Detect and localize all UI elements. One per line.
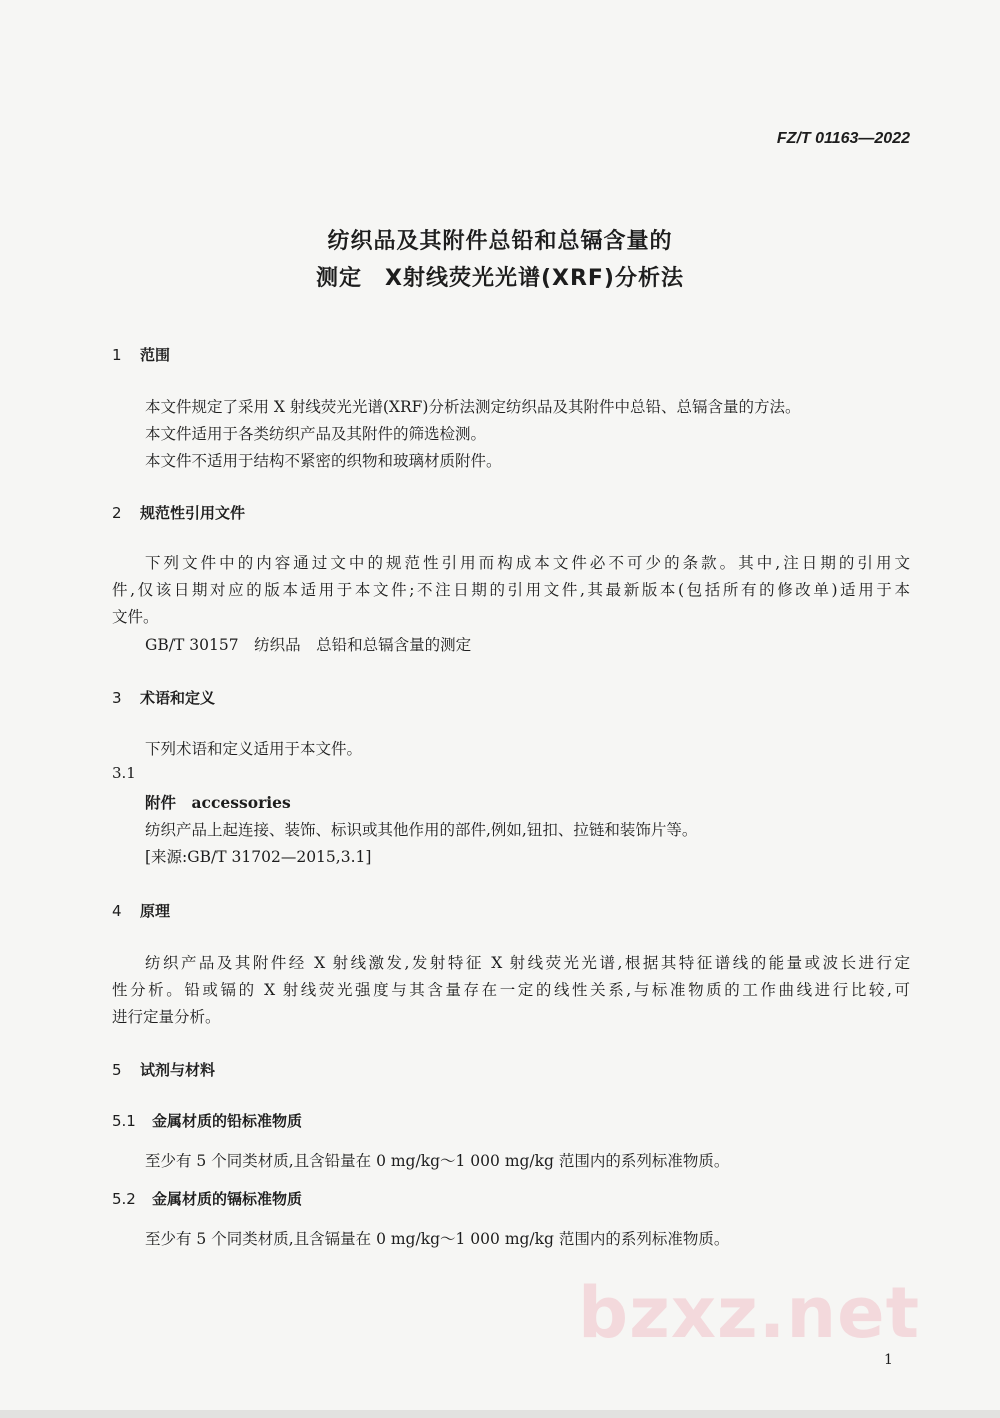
paragraph-line: 下列文件中的内容通过文中的规范性引用而构成本文件必不可少的条款。其中,注日期的引用文 [145,554,910,572]
paragraph: 至少有 5 个同类材质,且含铅量在 0 mg/kg～1 000 mg/kg 范围内的系列标准物质。 [145,1152,730,1170]
term: 附件 accessories [145,793,291,812]
title-line-2: 测定 X射线荧光光谱(XRF)分析法 [315,266,684,291]
paragraph: 下列术语和定义适用于本文件。 [145,740,363,758]
paragraph [112,550,910,631]
section-number: 2 [112,504,122,522]
section-title: 试剂与材料 [140,1061,216,1079]
subsection-number: 3.1 [112,764,136,782]
section-5-heading [112,1059,215,1080]
section-5-2-heading [112,1188,302,1209]
title-line-1: 纺织品及其附件总铅和总镉含量的 [327,229,673,254]
page-edge [0,1410,1000,1418]
paragraph-line: 纺织产品及其附件经 X 射线激发,发射特征 X 射线荧光光谱,根据其特征谱线的能量或波长进行定 [145,954,910,972]
paragraph-line: 进行定量分析。 [112,1008,221,1026]
section-title: 金属材质的镉标准物质 [152,1190,303,1208]
paragraph: 本文件适用于各类纺织产品及其附件的筛选检测。 [145,425,487,443]
section-number: 4 [112,902,122,920]
section-title: 规范性引用文件 [140,504,246,522]
section-title: 术语和定义 [140,689,216,707]
watermark: bzxz.net [578,1272,921,1354]
document-number: FZ/T 01163—2022 [776,130,910,147]
source: [来源:GB/T 31702—2015,3.1] [145,848,372,866]
section-number: 5.1 [112,1112,136,1130]
paragraph: 本文件不适用于结构不紧密的织物和玻璃材质附件。 [145,452,502,470]
section-number: 1 [112,346,122,364]
section-1-heading [112,344,170,365]
page-number: 1 [884,1352,893,1368]
section-number: 5.2 [112,1190,136,1208]
section-number: 5 [112,1061,122,1079]
paragraph-line: 性分析。铅或镉的 X 射线荧光强度与其含量存在一定的线性关系,与标准物质的工作曲线进行比较,可 [112,981,910,999]
definition: 纺织产品上起连接、装饰、标识或其他作用的部件,例如,钮扣、拉链和装饰片等。 [145,821,698,839]
paragraph [112,950,910,1031]
section-title: 金属材质的铅标准物质 [152,1112,303,1130]
section-3-heading [112,687,215,708]
section-4-heading [112,900,170,921]
section-title: 原理 [140,902,171,920]
section-title: 范围 [140,346,171,364]
paragraph: 至少有 5 个同类材质,且含镉量在 0 mg/kg～1 000 mg/kg 范围内的系列标准物质。 [145,1230,730,1248]
paragraph-line: 文件。 [112,608,159,626]
normative-reference: GB/T 30157 纺织品 总铅和总镉含量的测定 [145,636,472,654]
section-2-heading [112,502,245,523]
paragraph-line: 件,仅该日期对应的版本适用于本文件;不注日期的引用文件,其最新版本(包括所有的修改单)适用于本 [112,581,910,599]
paragraph: 本文件规定了采用 X 射线荧光光谱(XRF)分析法测定纺织品及其附件中总铅、总镉含量的方法。 [145,398,801,416]
section-number: 3 [112,689,122,707]
section-5-1-heading [112,1110,302,1131]
